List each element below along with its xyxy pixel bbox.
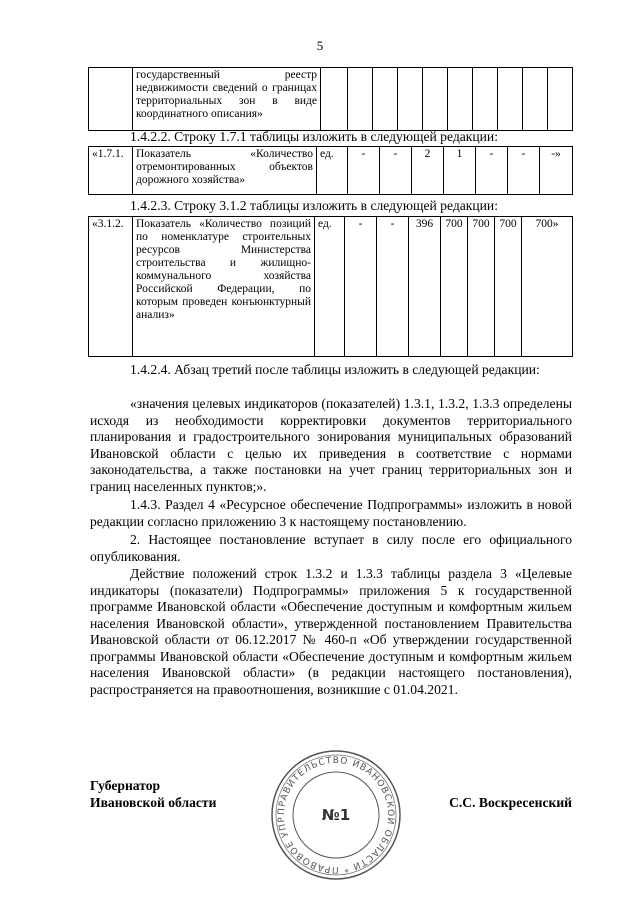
table-cell bbox=[373, 68, 398, 131]
value-cell: - bbox=[345, 217, 377, 357]
indicator-name-cell: Показатель «Количество отремонтированных объектов дорожного хозяйства» bbox=[133, 147, 317, 195]
signatory-title-line1: Губернатор bbox=[90, 778, 161, 793]
paragraph-1-4-2-4: 1.4.2.4. Абзац третий после таблицы изложить в следующей редакции: bbox=[130, 362, 540, 377]
table-row-3-1-2 bbox=[88, 216, 573, 357]
value-cell: 396 bbox=[409, 217, 441, 357]
value-cell: 1 bbox=[444, 147, 476, 195]
seal-ring-text: ПРАВИТЕЛЬСТВО ИВАНОВСКОЙ ОБЛАСТИ * ПРАВОВОЕ УПР bbox=[276, 755, 396, 875]
table-cell bbox=[321, 68, 348, 131]
table-cell bbox=[548, 68, 573, 131]
value-cell: -» bbox=[540, 147, 573, 195]
value-cell: - bbox=[476, 147, 508, 195]
unit-cell: ед. bbox=[317, 147, 348, 195]
seal-number: №1 bbox=[321, 806, 351, 824]
value-cell: 700» bbox=[522, 217, 573, 357]
value-cell: - bbox=[380, 147, 412, 195]
unit-cell: ед. bbox=[315, 217, 345, 357]
table-cell bbox=[498, 68, 523, 131]
table-cell bbox=[398, 68, 423, 131]
value-cell: 700 bbox=[468, 217, 495, 357]
table-fragment-1 bbox=[88, 67, 573, 131]
heading-row-1-7-1: 1.4.2.2. Строку 1.7.1 таблицы изложить в следующей редакции: bbox=[130, 129, 498, 144]
table-cell bbox=[523, 68, 548, 131]
indicator-name-cell: государственный реестр недвижимости сведений о границах территориальных зон в виде координатного описания» bbox=[133, 68, 321, 131]
row-number-cell: «1.7.1. bbox=[89, 147, 133, 195]
signatory-title-line2: Ивановской области bbox=[90, 795, 217, 810]
table-cell bbox=[423, 68, 448, 131]
value-cell: - bbox=[508, 147, 540, 195]
table-cell bbox=[89, 68, 133, 131]
signatory-title bbox=[90, 777, 216, 811]
indicator-name-cell: Показатель «Количество позиций по номенклатуре строительных ресурсов Министерства строительства и жилищно-коммунального хозяйства Российской Федерации, по которым проведен конъюнктурный анализ» bbox=[133, 217, 315, 357]
value-cell: - bbox=[348, 147, 380, 195]
table-cell bbox=[448, 68, 473, 131]
value-cell: - bbox=[377, 217, 409, 357]
paragraph-2-effective: 2. Настоящее постановление вступает в силу после его официального опубликования. bbox=[90, 532, 572, 564]
value-cell: 700 bbox=[495, 217, 522, 357]
table-cell bbox=[348, 68, 373, 131]
official-seal bbox=[268, 748, 404, 882]
paragraph-quoted-values: «значения целевых индикаторов (показателей) 1.3.1, 1.3.2, 1.3.3 определены исходя из необходимости корректировки документов территориального планирования и градостроительного зонирования муниципальных образований Ивановской области с целью их приведения в соответствие с нормами законодательства, а также постановки на учет границ территориальных зон и границ населенных пунктов;». bbox=[90, 396, 572, 494]
heading-row-3-1-2: 1.4.2.3. Строку 3.1.2 таблицы изложить в следующей редакции: bbox=[130, 198, 498, 213]
table-row-1-7-1 bbox=[88, 146, 573, 195]
table-cell bbox=[473, 68, 498, 131]
row-number-cell: «3.1.2. bbox=[89, 217, 133, 357]
value-cell: 2 bbox=[412, 147, 444, 195]
paragraph-retroactive: Действие положений строк 1.3.2 и 1.3.3 таблицы раздела 3 «Целевые индикаторы (показатели) Подпрограммы» приложения 5 к государственной программе Ивановской области «Обеспечение доступным и комфортным жильем населения Ивановской области», утвержденной постановлением Правительства Ивановской области от 06.12.2017 № 460-п «Об утверждении государственной программы Ивановской области «Обеспечение доступным и комфортным жильем населения Ивановской области» (в редакции настоящего постановления), распространяется на правоотношения, возникшие с 01.04.2021. bbox=[90, 566, 572, 697]
value-cell: 700 bbox=[441, 217, 468, 357]
paragraph-1-4-3: 1.4.3. Раздел 4 «Ресурсное обеспечение Подпрограммы» изложить в новой редакции согласно приложению 3 к настоящему постановлению. bbox=[90, 497, 572, 529]
signatory-name: С.С. Воскресенский bbox=[449, 795, 572, 810]
page-number: 5 bbox=[316, 38, 324, 53]
